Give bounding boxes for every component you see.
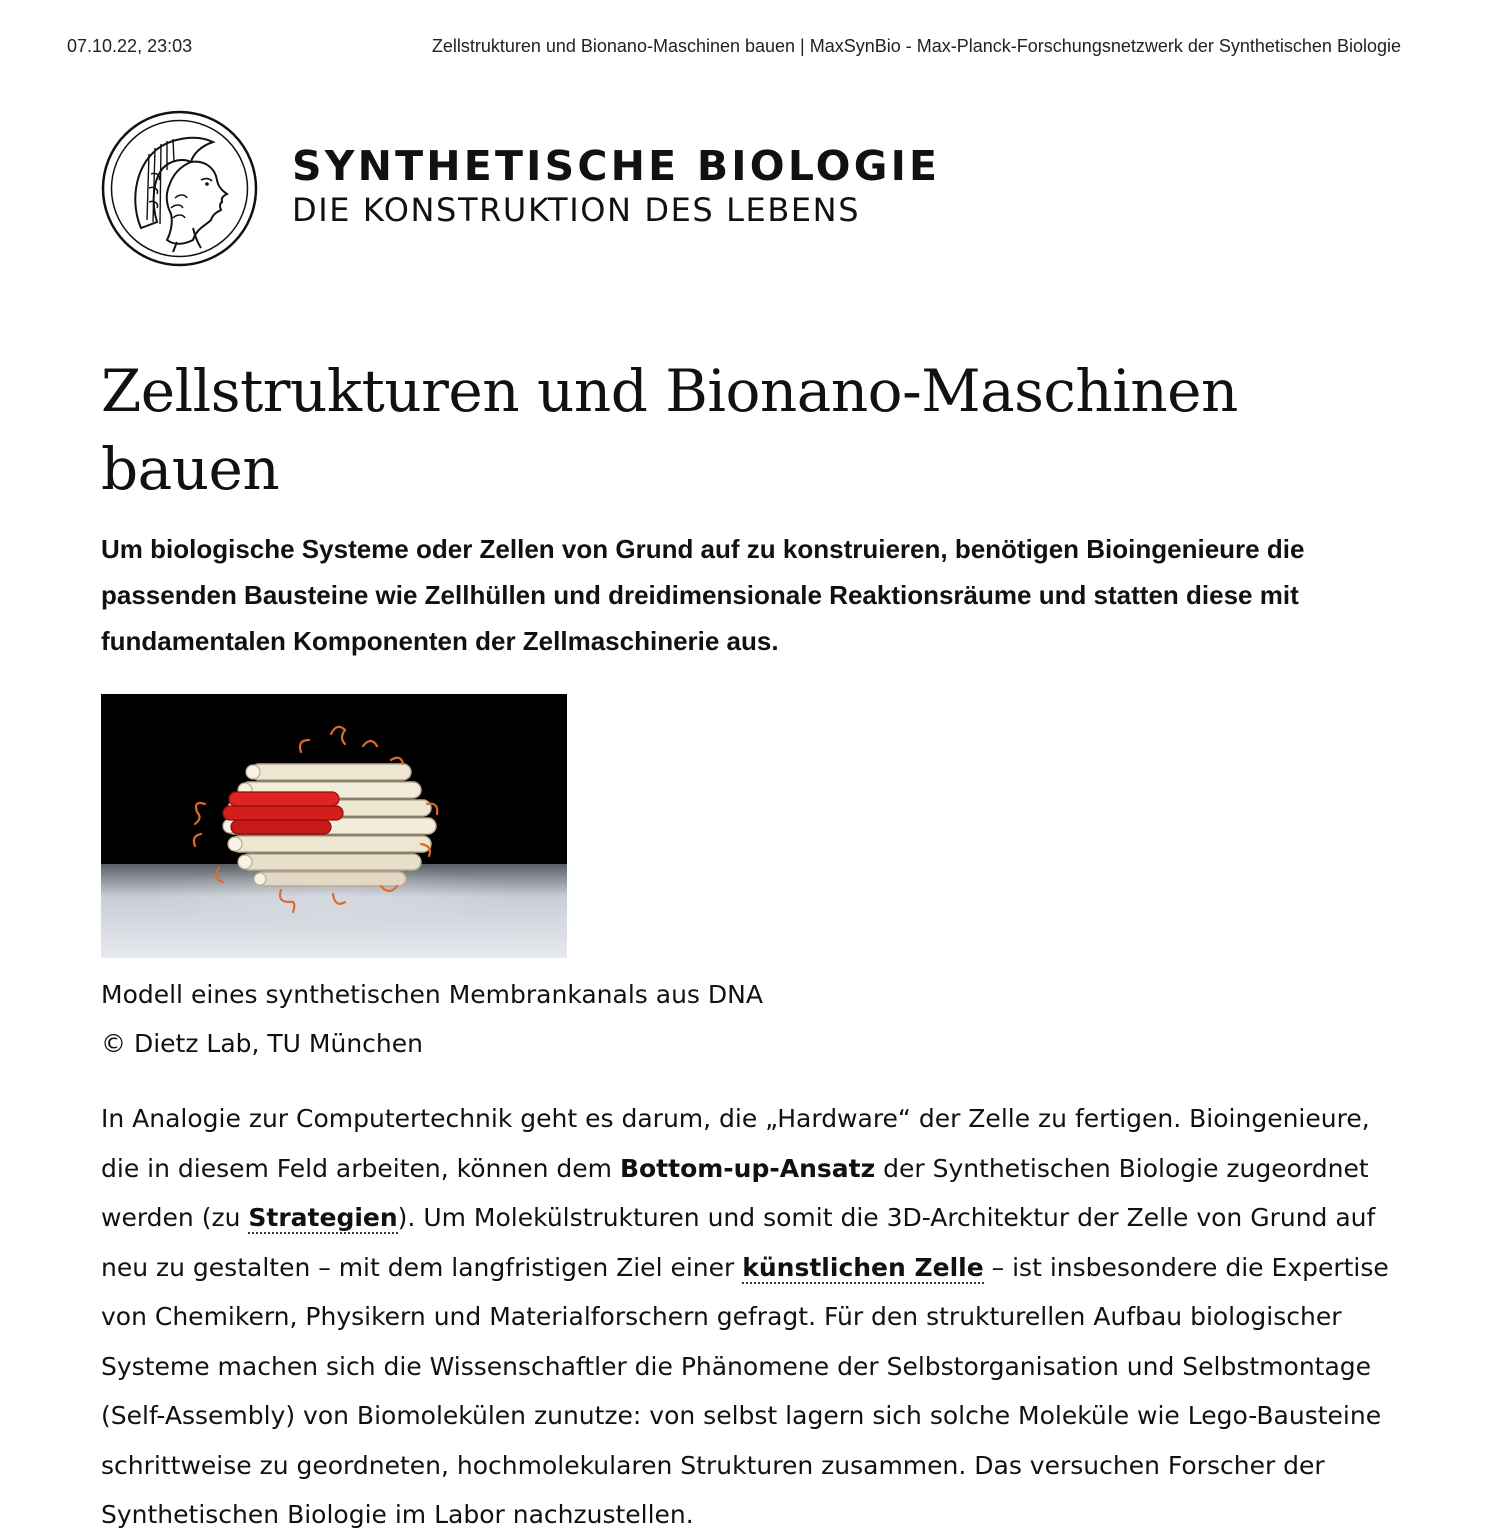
article [101, 352, 1401, 1540]
figure-caption [101, 970, 1401, 1068]
dna-channel-photo [101, 694, 567, 958]
body-text-4: – ist insbesondere die Expertise von Chemikern, Physikern und Materialforschern gefragt. Für den strukturellen Aufbau biologischer Systeme machen sich die Wissenschaftler die Phänomene der Selbstorganisation und Selbstmontage (Self-Assembly) von Biomolekülen zunutze: von selbst lagern sich solche Moleküle wie Lego-Bausteine schrittweise zu geordneten, hochmolekularen Strukturen zusammen. Das versuchen Forscher der Synthetischen Biologie im Labor nachzustellen. [101, 1252, 1389, 1529]
body-text-1: In Analogie zur Computertechnik geht es darum, die „Hardware“ der Zelle zu fertigen. Bioingenieure, die in diesem Feld arbeiten, können dem [101, 1104, 1370, 1183]
site-title: SYNTHETISCHE BIOLOGIE [292, 142, 941, 190]
body-text-3: ). Um Molekülstrukturen und somit die 3D-Architektur der Zelle von Grund auf neu zu gestalten – mit dem langfristigen Ziel einer [101, 1203, 1376, 1282]
page-title: Zellstrukturen und Bionano-Maschinen bauen [101, 357, 1238, 503]
strategien-link[interactable]: Strategien [248, 1203, 398, 1232]
minerva-seal-icon[interactable] [101, 110, 258, 267]
article-body [101, 1094, 1401, 1540]
print-date: 07.10.22, 23:03 [67, 36, 193, 56]
print-page-title: Zellstrukturen und Bionano-Maschinen bauen | MaxSynBio - Max-Planck-Forschungsnetzwerk der Synthetischen Biologie [431, 36, 1401, 56]
bottom-up-term: Bottom-up-Ansatz [619, 1153, 876, 1183]
article-lead: Um biologische Systeme oder Zellen von Grund auf zu konstruieren, benötigen Bioingenieure die passenden Bausteine wie Zellhüllen und dreidimensionale Reaktionsräume und statten diese mit fundamentalen Komponenten der Zellmaschinerie aus. [101, 534, 1305, 656]
caption-credit: © Dietz Lab, TU München [101, 1029, 423, 1058]
body-text-2: der Synthetischen Biologie zugeordnet werden (zu [101, 1153, 1369, 1232]
caption-text: Modell eines synthetischen Membrankanals aus DNA [101, 980, 763, 1009]
figure-image [101, 694, 567, 958]
site-header [101, 110, 1001, 268]
site-brand[interactable] [292, 142, 940, 230]
site-subtitle: DIE KONSTRUKTION DES LEBENS [292, 191, 861, 229]
print-header [67, 36, 1401, 62]
kuenstliche-zelle-link[interactable]: künstlichen Zelle [742, 1252, 984, 1282]
